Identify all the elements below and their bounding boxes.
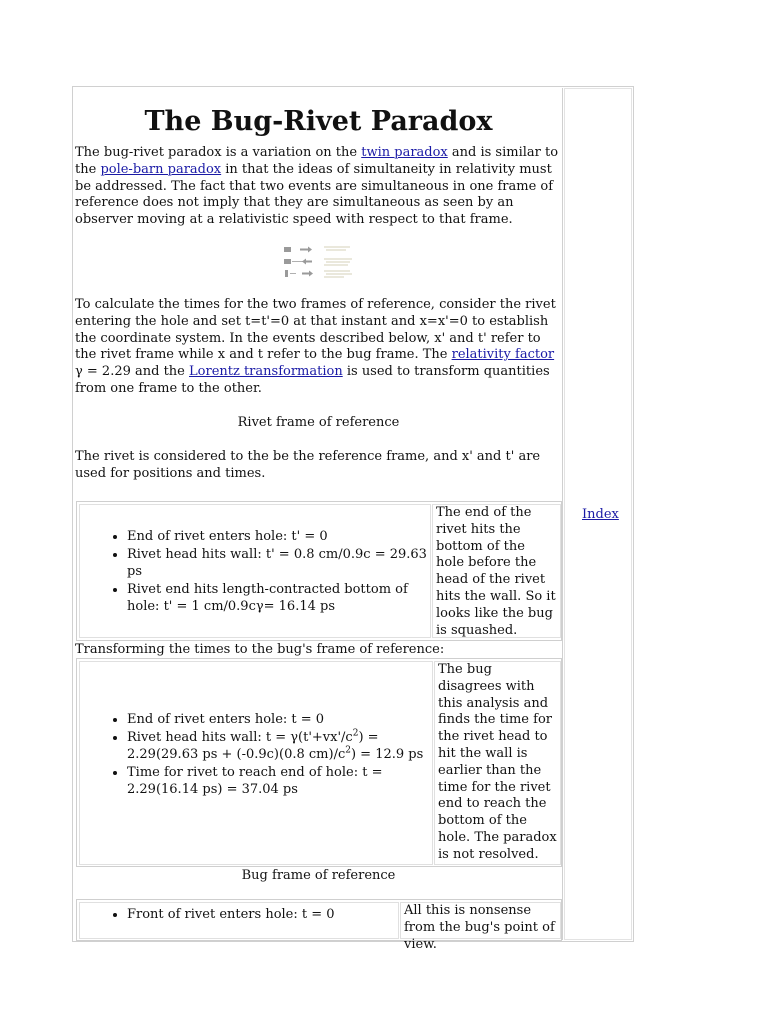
relativity-factor-link[interactable]: relativity factor [451,347,555,363]
rivet-note: The end of the rivet hits the bottom of the hole before the head of the rivet hits the wall. So it looks like the bug is squashed. [436,505,556,638]
rivet-frame-heading: Rivet frame of reference [237,415,400,430]
intro-text-1: The bug-rivet paradox is a variation on the [75,145,362,160]
calc-text-2: γ = 2.29 and the [75,364,190,380]
intro-text-3: in that the ideas of simultaneity in relativity must be addressed. The fact that two events are simultaneous in one frame of reference does not imply that they are simultaneous as seen by an observer moving at a relativistic speed with respect to that frame. [75,161,554,228]
sidebar [564,88,632,940]
twin-paradox-link[interactable]: twin paradox [361,145,448,160]
list-item: • End of rivet enters hole: t = 0 [127,712,432,729]
transform-text: Transforming the times to the bug's frame of reference: [75,642,445,657]
bug-frame-events-cell [79,902,399,939]
calc-paragraph [75,297,563,398]
intro-paragraph [75,145,563,229]
bug-transform-table [76,658,562,867]
bug-rivet-diagram [280,244,360,280]
intro-text-2: and is similar to the [75,145,559,177]
rivet-events-cell [79,504,431,638]
bug-frame-note-cell [400,902,561,952]
list-item: • Time for rivet to reach end of hole: t = 2.29(16.14 ps) = 37.04 ps [127,765,432,799]
bug-frame-note: All this is nonsense from the bug's point of view. [404,903,555,952]
bug-note: The bug disagrees with this analysis and finds the time for the rivet head to hit the wall is earlier than the time for the rivet end to reach the bottom of the hole. The paradox is not resolved. [438,662,557,862]
list-item: • Rivet head hits wall: $t = \gamma(t'+vx'/c^2) = 2.29(29.63$ ps + (-0.9c)(0.8 $cm)/c^2) = 12.9$ ps [127,730,432,764]
index-link[interactable]: Index [582,507,619,522]
rivet-events-list [80,505,430,616]
bug-events-list [80,662,432,799]
pole-barn-paradox-link[interactable]: pole-barn paradox [100,161,222,177]
rivet-frame-paragraph: The rivet is considered to the be the reference frame, and x' and t' are used for positions and times. [75,449,541,481]
main-content [74,88,563,952]
list-item: • End of rivet enters hole: t' = 0 [127,529,430,546]
bug-note-cell [434,661,561,865]
list-item: • Rivet end hits length-contracted bottom of hole: t' = 1 cm/0.9cγ= 16.14 ps [127,582,430,616]
calc-text-1: To calculate the times for the two frames of reference, consider the rivet entering the hole and set t=t'=0 at that instant and x=x'=0 to establish the coordinate system. In the events described below, x' and t' refer to the rivet frame while x and t refer to the bug frame. The [75,297,556,363]
calc-text-3: is used to transform quantities from one frame to the other. [75,364,550,396]
bug-frame-table [76,899,562,952]
rivet-frame-table [76,501,562,641]
page-title: The Bug-Rivet Paradox [144,106,493,137]
bug-events-cell [79,661,433,865]
list-item: • Front of rivet enters hole: t = 0 [127,907,398,924]
rivet-note-cell [432,504,561,638]
bug-frame-heading: Bug frame of reference [241,868,396,883]
list-item: • Rivet head hits wall: t' = 0.8 cm/0.9c = 29.63 ps [127,547,430,581]
lorentz-transformation-link[interactable]: Lorentz transformation [189,364,343,380]
bug-frame-events-list [80,903,398,924]
